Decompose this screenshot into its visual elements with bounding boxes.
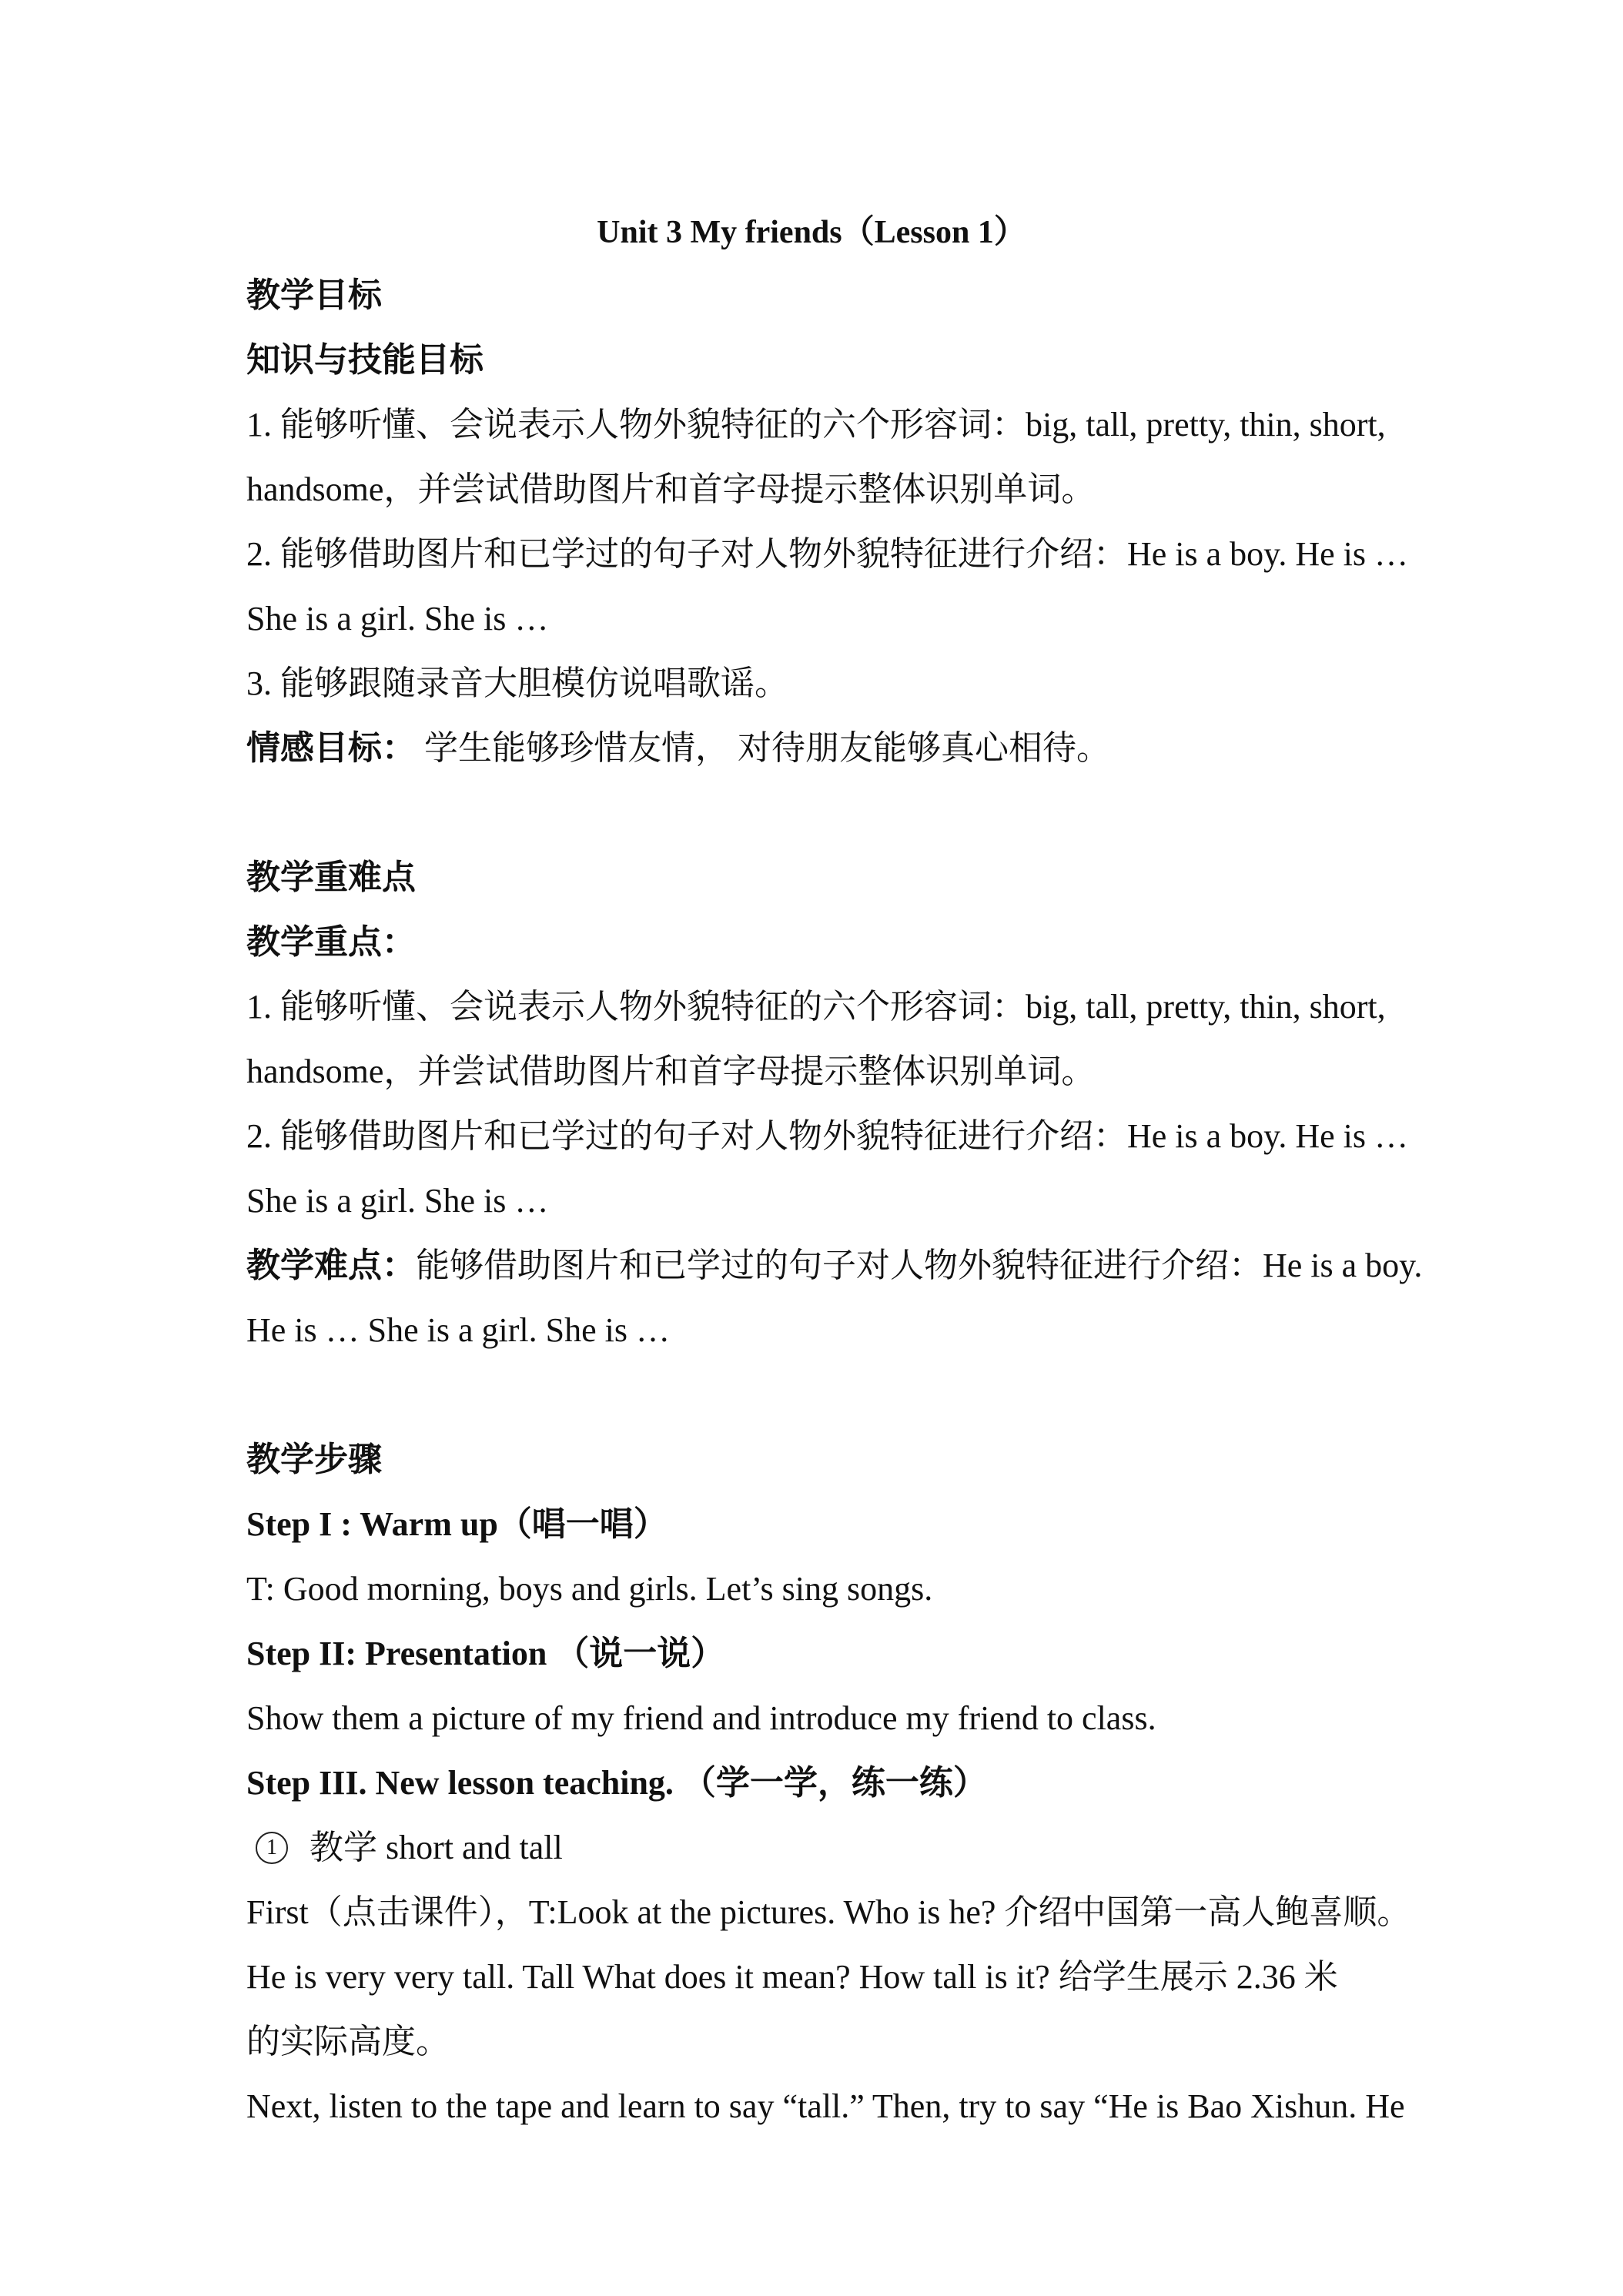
focus-item-2-line-1: 2. 能够借助图片和已学过的句子对人物外貌特征进行介绍：He is a boy. He is … [246, 1117, 1408, 1155]
subheading-knowledge: 知识与技能目标 [246, 341, 484, 379]
spacer [246, 1363, 1386, 1427]
difficulty-line-1 [246, 1233, 1423, 1298]
section-heading-goals: 教学目标 [246, 276, 382, 314]
focus-item-1-line-2: handsome，并尝试借助图片和首字母提示整体识别单词。 [246, 1053, 1096, 1090]
emotion-goal-label: 情感目标： [246, 729, 416, 767]
focus-item-1-line-1: 1. 能够听懂、会说表示人物外貌特征的六个形容词：big, tall, pretty, thin, short, [246, 988, 1386, 1026]
goal-item-1-line-1: 1. 能够听懂、会说表示人物外貌特征的六个形容词：big, tall, pretty, thin, short, [246, 406, 1386, 443]
focus-item-2-line-2: She is a girl. She is … [246, 1182, 549, 1220]
step-3-title: Step III. New lesson teaching. （学一学，练一练） [246, 1764, 987, 1802]
section-heading-steps: 教学步骤 [246, 1441, 382, 1478]
emotion-goal [246, 716, 1386, 781]
difficulty-text: 能够借助图片和已学过的句子对人物外貌特征进行介绍：He is a boy. [416, 1247, 1423, 1284]
paragraph-1-line-1: First（点击课件），T:Look at the pictures. Who is he? 介绍中国第一高人鲍喜顺。 [246, 1893, 1411, 1931]
paragraph-1-line-2: He is very very tall. Tall What does it mean? How tall is it? 给学生展示 2.36 米 [246, 1958, 1338, 1996]
document-title: Unit 3 My friends（Lesson 1） [597, 215, 1026, 250]
substep-1-text: 教学 short and tall [310, 1829, 563, 1866]
substep-1 [246, 1816, 1386, 1880]
goal-item-2-line-1: 2. 能够借助图片和已学过的句子对人物外貌特征进行介绍：He is a boy. He is … [246, 535, 1408, 573]
step-1-title: Step I : Warm up（唱一唱） [246, 1505, 668, 1543]
goal-item-1-line-2: handsome，并尝试借助图片和首字母提示整体识别单词。 [246, 470, 1096, 508]
goal-item-3: 3. 能够跟随录音大胆模仿说唱歌谣。 [246, 664, 788, 702]
step-2-text: Show them a picture of my friend and introduce my friend to class. [246, 1699, 1156, 1737]
emotion-goal-text: 学生能够珍惜友情， 对待朋友能够真心相待。 [416, 729, 1110, 767]
difficulty-label: 教学难点： [246, 1247, 416, 1284]
section-heading-keypoints: 教学重难点 [246, 858, 416, 896]
difficulty-line-2: He is … She is a girl. She is … [246, 1311, 670, 1349]
document-body [246, 263, 1423, 2139]
step-2-title: Step II: Presentation （说一说） [246, 1635, 725, 1672]
circled-number: 1 [256, 1832, 288, 1864]
spacer [246, 781, 1386, 845]
goal-item-2-line-2: She is a girl. She is … [246, 600, 549, 638]
paragraph-2-line-1: Next, listen to the tape and learn to say “tall.” Then, try to say “He is Bao Xishun. He [246, 2087, 1405, 2125]
subheading-focus: 教学重点： [246, 923, 416, 961]
paragraph-1-line-3: 的实际高度。 [246, 2023, 450, 2060]
step-1-text: T: Good morning, boys and girls. Let’s sing songs. [246, 1570, 933, 1608]
